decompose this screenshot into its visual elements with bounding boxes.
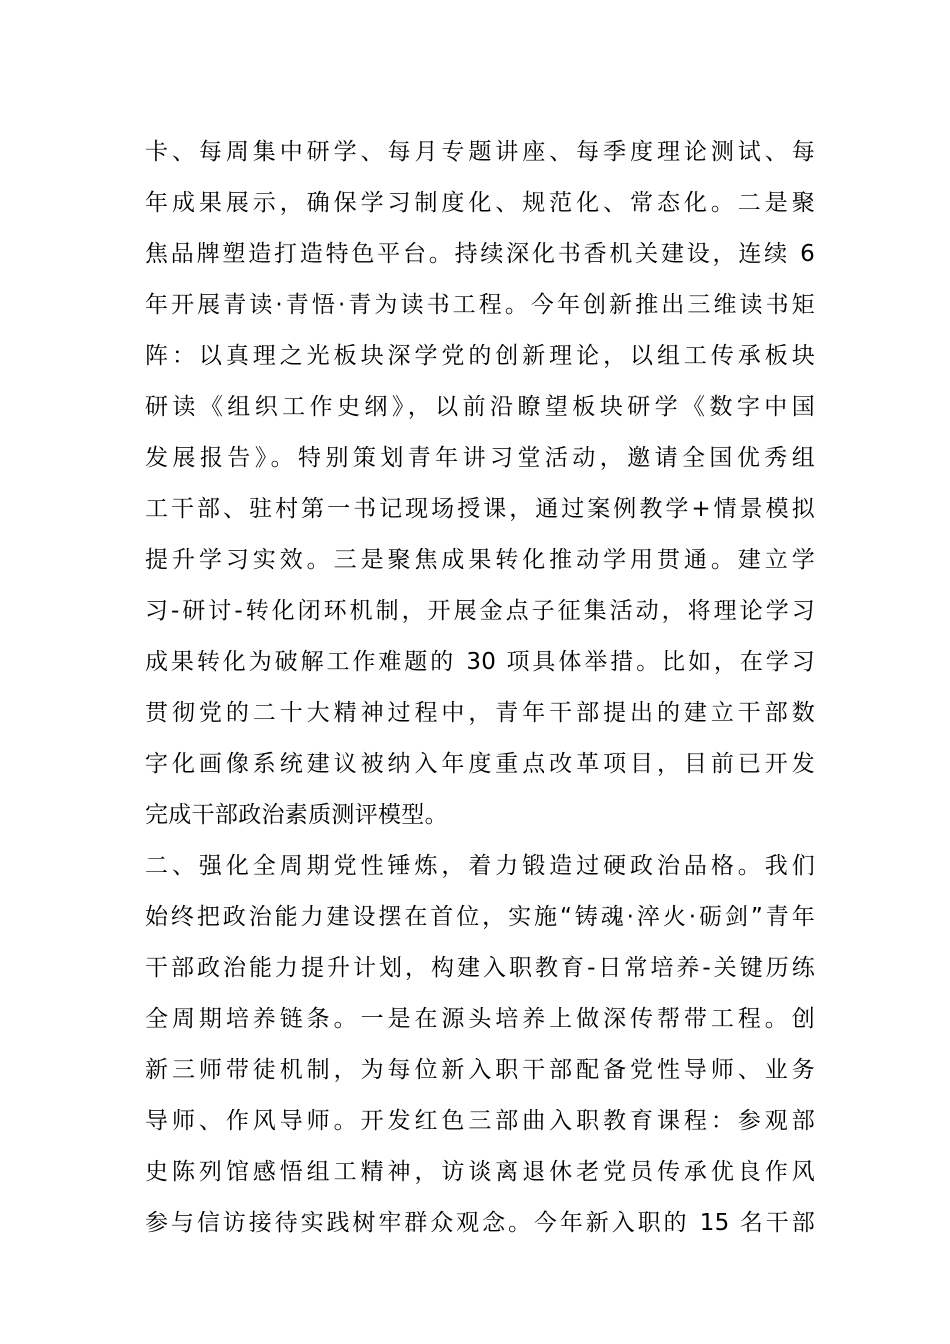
text-line: 字化画像系统建议被纳入年度重点改革项目，目前已开发	[145, 751, 815, 777]
text-line: 干部政治能力提升计划，构建入职教育-日常培养-关键历练	[145, 955, 815, 981]
text-line: 年成果展示，确保学习制度化、规范化、常态化。二是聚	[145, 190, 815, 216]
text-line: 卡、每周集中研学、每月专题讲座、每季度理论测试、每	[145, 139, 815, 165]
text-line: 参与信访接待实践树牢群众观念。今年新入职的 15 名干部	[145, 1210, 815, 1236]
text-line: 工干部、驻村第一书记现场授课，通过案例教学+情景模拟	[145, 496, 815, 522]
text-line: 成果转化为破解工作难题的 30 项具体举措。比如，在学习	[145, 649, 815, 675]
section-heading-line: 二、强化全周期党性锤炼，着力锻造过硬政治品格。我们	[145, 853, 815, 879]
text-line: 史陈列馆感悟组工精神，访谈离退休老党员传承优良作风	[145, 1159, 815, 1185]
text-line: 焦品牌塑造打造特色平台。持续深化书香机关建设，连续 6	[145, 241, 815, 267]
text-line: 年开展青读·青悟·青为读书工程。今年创新推出三维读书矩	[145, 292, 815, 318]
text-line: 完成干部政治素质测评模型。	[145, 802, 448, 828]
text-line: 提升学习实效。三是聚焦成果转化推动学用贯通。建立学	[145, 547, 815, 573]
body-text	[145, 127, 815, 1249]
text-line: 始终把政治能力建设摆在首位，实施“铸魂·淬火·砺剑”青年	[145, 904, 815, 930]
text-line: 全周期培养链条。一是在源头培养上做深传帮带工程。创	[145, 1006, 815, 1032]
text-line: 新三师带徒机制，为每位新入职干部配备党性导师、业务	[145, 1057, 815, 1083]
text-line: 发展报告》。特别策划青年讲习堂活动，邀请全国优秀组	[145, 445, 815, 471]
text-line: 阵：以真理之光板块深学党的创新理论，以组工传承板块	[145, 343, 815, 369]
text-line: 导师、作风导师。开发红色三部曲入职教育课程：参观部	[145, 1108, 815, 1134]
text-line: 习-研讨-转化闭环机制，开展金点子征集活动，将理论学习	[145, 598, 815, 624]
text-line: 贯彻党的二十大精神过程中，青年干部提出的建立干部数	[145, 700, 815, 726]
text-line: 研读《组织工作史纲》，以前沿瞭望板块研学《数字中国	[145, 394, 815, 420]
